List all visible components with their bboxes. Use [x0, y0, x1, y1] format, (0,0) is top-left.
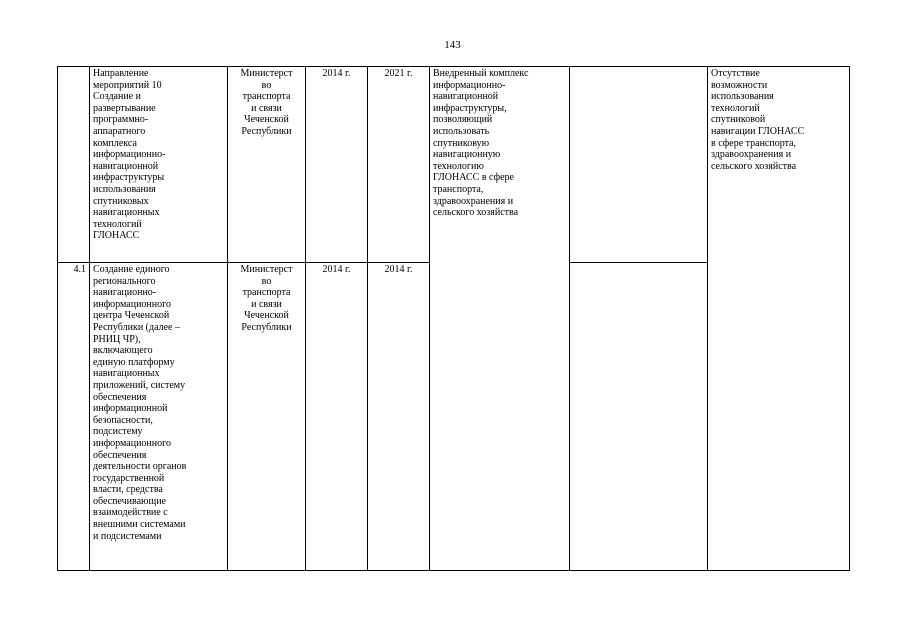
- text-line: Министерст: [240, 68, 293, 79]
- text-line: инфраструктуры,: [433, 102, 507, 114]
- text-line: спутниковых: [93, 195, 149, 207]
- text-line: во: [261, 79, 272, 91]
- text-line: обеспечения: [93, 449, 147, 461]
- program-measures-table: [57, 66, 850, 571]
- text-line: спутниковой: [711, 114, 766, 126]
- text-line: подсистему: [93, 426, 143, 438]
- text-line: сельского хозяйства: [433, 207, 519, 219]
- text-line: транспорта: [242, 91, 291, 103]
- expected-result-cell: [430, 67, 570, 571]
- measure-name-cell: [90, 263, 228, 571]
- text-line: Республики: [241, 125, 292, 137]
- text-line: внешними системами: [93, 519, 186, 531]
- text-line: РНИЦ ЧР),: [93, 333, 141, 345]
- text-line: возможности: [711, 79, 768, 91]
- table-row: [58, 67, 850, 263]
- text-line: Чеченской: [244, 114, 289, 126]
- text-line: информационной: [93, 403, 168, 415]
- text-line: Чеченской: [244, 310, 289, 322]
- start-date-cell: 2014 г.: [306, 263, 368, 571]
- text-line: информационного: [93, 437, 171, 449]
- text-line: информационного: [93, 298, 171, 310]
- text-line: комплекса: [93, 137, 137, 149]
- text-line: Создание и: [93, 91, 141, 103]
- text-line: транспорта,: [433, 183, 484, 195]
- text-line: обеспечивающие: [93, 495, 166, 507]
- end-date-cell: 2014 г.: [368, 263, 430, 571]
- text-line: приложений, систему: [93, 379, 186, 391]
- text-line: здравоохранения и: [433, 195, 514, 207]
- text-line: навигационно-: [93, 287, 157, 299]
- text-line: навигационной: [93, 160, 159, 172]
- text-line: Внедренный комплекс: [433, 68, 529, 79]
- text-line: Отсутствие: [711, 68, 760, 79]
- text-line: государственной: [93, 472, 165, 484]
- text-line: и подсистемами: [93, 530, 162, 542]
- text-line: транспорта: [242, 287, 291, 299]
- text-line: навигационную: [433, 149, 501, 161]
- consequence-cell: [708, 67, 850, 571]
- text-line: здравоохранения и: [711, 149, 792, 161]
- text-line: использовать: [433, 125, 490, 137]
- text-line: Республики: [241, 321, 292, 333]
- text-line: использования: [93, 183, 156, 195]
- row-number-cell: 4.1: [58, 263, 90, 571]
- text-line: технологию: [433, 160, 484, 172]
- text-line: Министерст: [240, 264, 293, 275]
- text-line: информационно-: [433, 79, 506, 91]
- text-line: ГЛОНАСС в сфере: [433, 172, 514, 184]
- text-line: безопасности,: [93, 414, 153, 426]
- executor-cell: [228, 67, 306, 263]
- text-line: деятельности органов: [93, 461, 187, 473]
- text-line: ГЛОНАСС: [93, 230, 140, 242]
- text-line: программно-: [93, 114, 149, 126]
- link-cell: [570, 67, 708, 263]
- link-cell: [570, 263, 708, 571]
- text-line: навигации ГЛОНАСС: [711, 125, 805, 137]
- text-line: Направление: [93, 68, 149, 79]
- text-line: единую платформу: [93, 356, 175, 368]
- text-line: власти, средства: [93, 484, 163, 496]
- text-line: Создание единого: [93, 264, 170, 275]
- text-line: регионального: [93, 275, 156, 287]
- text-line: сельского хозяйства: [711, 160, 797, 172]
- text-line: аппаратного: [93, 125, 146, 137]
- text-line: навигационных: [93, 207, 160, 219]
- text-line: включающего: [93, 345, 153, 357]
- text-line: спутниковую: [433, 137, 490, 149]
- text-line: центра Чеченской: [93, 310, 170, 322]
- text-line: взаимодействие с: [93, 507, 168, 519]
- page-number: 143: [444, 39, 461, 51]
- text-line: позволяющий: [433, 114, 493, 126]
- text-line: навигационной: [433, 91, 499, 103]
- text-line: мероприятий 10: [93, 79, 162, 91]
- executor-cell: [228, 263, 306, 571]
- start-date-cell: 2014 г.: [306, 67, 368, 263]
- text-line: обеспечения: [93, 391, 147, 403]
- text-line: во: [261, 275, 272, 287]
- measure-name-cell: [90, 67, 228, 263]
- text-line: и связи: [251, 102, 282, 114]
- text-line: инфраструктуры: [93, 172, 165, 184]
- end-date-cell: 2021 г.: [368, 67, 430, 263]
- text-line: развертывание: [93, 102, 156, 114]
- text-line: технологий: [711, 102, 760, 114]
- text-line: технологий: [93, 218, 142, 230]
- text-line: использования: [711, 91, 774, 103]
- text-line: информационно-: [93, 149, 166, 161]
- row-number-cell: [58, 67, 90, 263]
- text-line: навигационных: [93, 368, 160, 380]
- text-line: и связи: [251, 298, 282, 310]
- text-line: Республики (далее –: [93, 321, 180, 333]
- text-line: в сфере транспорта,: [711, 137, 797, 149]
